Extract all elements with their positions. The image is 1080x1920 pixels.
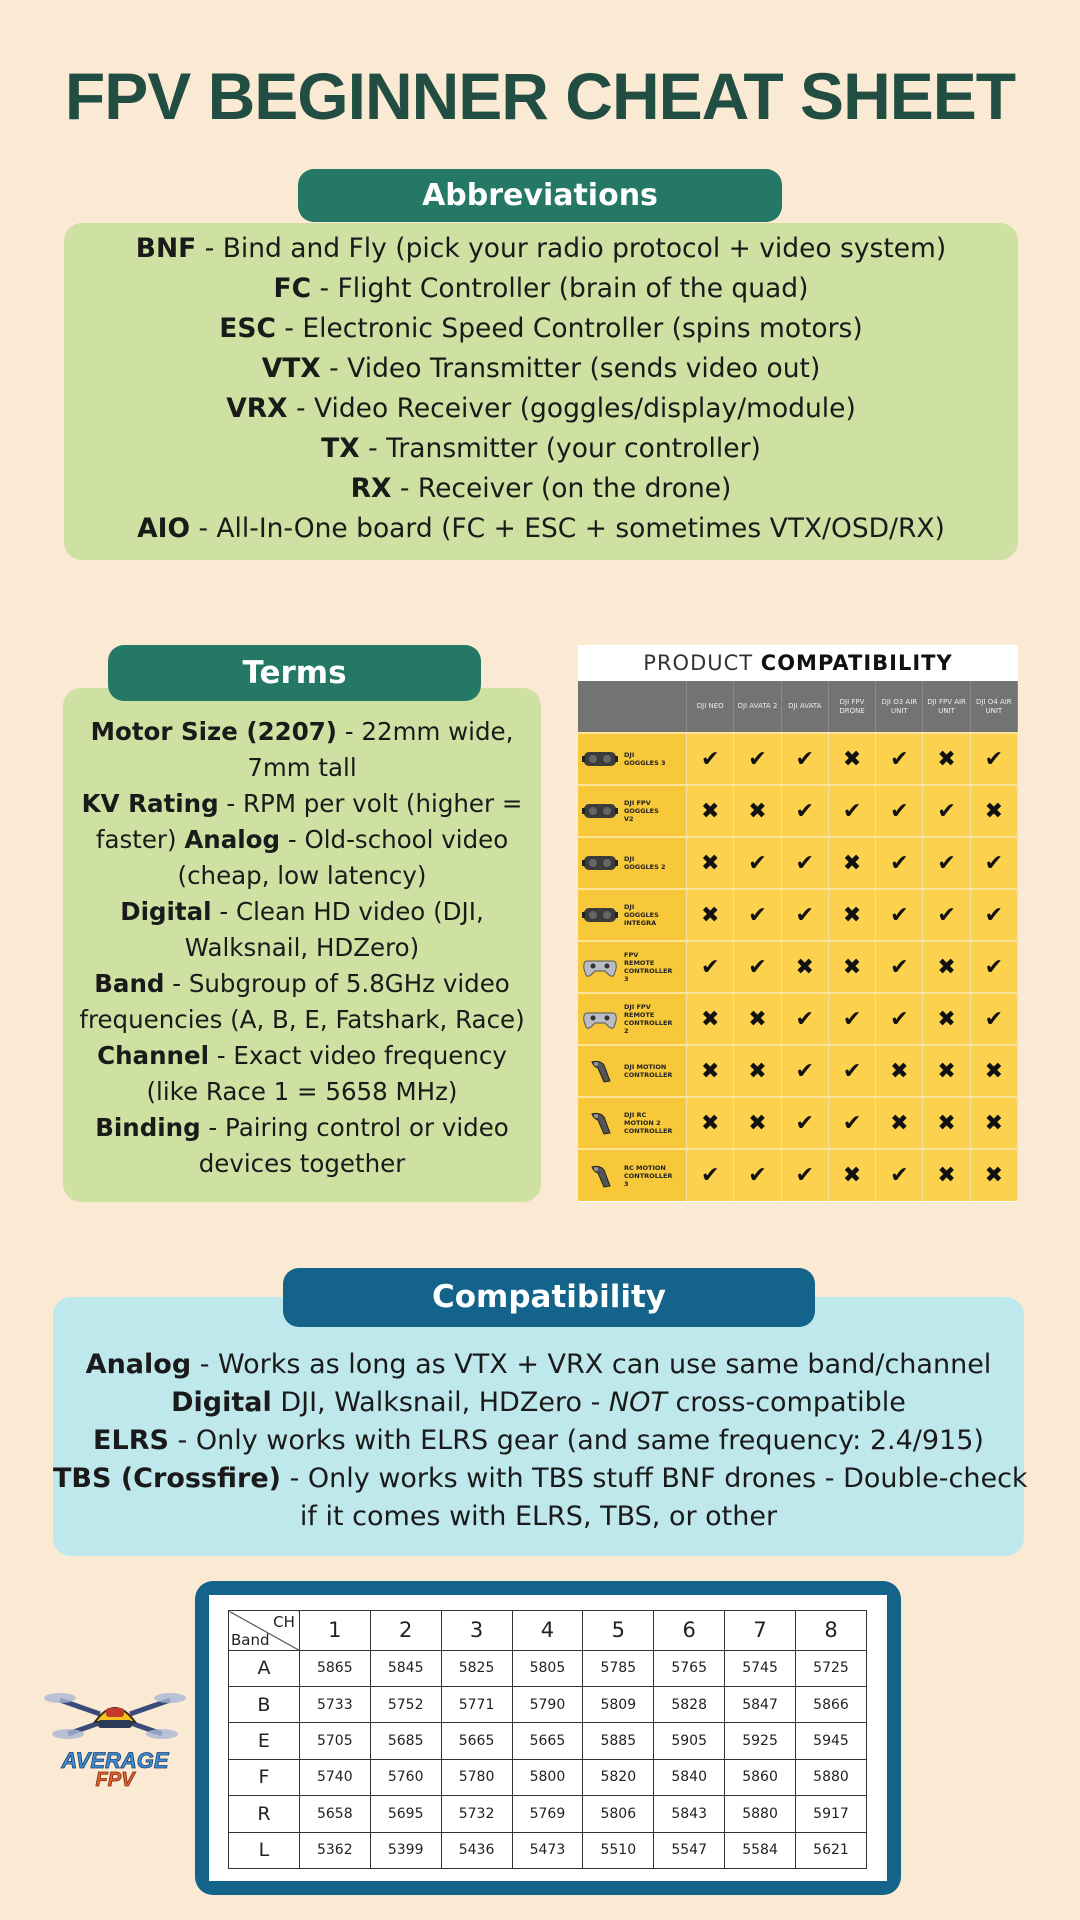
term-description: - Subgroup of 5.8GHz video frequencies (A, B, E, Fatshark, Race) bbox=[79, 969, 525, 1034]
abbreviations-heading: Abbreviations bbox=[298, 169, 782, 222]
compat-desc: if it comes with ELRS, TBS, or other bbox=[299, 1501, 778, 1532]
product-header-row bbox=[578, 681, 1018, 733]
term-label: TX bbox=[321, 433, 360, 464]
channel-header: 5 bbox=[583, 1611, 654, 1651]
abbreviation-line bbox=[64, 469, 1018, 509]
channel-header: 2 bbox=[370, 1611, 441, 1651]
check-icon: ✔ bbox=[828, 785, 875, 837]
compat-term: TBS (Crossfire) bbox=[53, 1463, 281, 1494]
frequency-value: 5510 bbox=[583, 1832, 654, 1868]
product-device-cell bbox=[578, 1149, 687, 1201]
check-icon: ✔ bbox=[876, 837, 923, 889]
frequency-value: 5780 bbox=[441, 1759, 512, 1795]
frequency-row bbox=[229, 1759, 867, 1795]
goggles-icon bbox=[582, 747, 618, 771]
term-line bbox=[69, 1038, 535, 1110]
device-name: DJI FPV GOGGLES V2 bbox=[624, 799, 659, 823]
cross-icon: ✖ bbox=[970, 1045, 1017, 1097]
term-description: - Old-school video (cheap, low latency) bbox=[177, 825, 509, 890]
frequency-value: 5825 bbox=[441, 1650, 512, 1686]
compat-term: Analog bbox=[85, 1349, 192, 1380]
compat-line-tbs-cont bbox=[53, 1498, 1024, 1536]
goggles-icon bbox=[582, 851, 618, 875]
frequency-value: 5866 bbox=[796, 1686, 867, 1722]
product-row bbox=[578, 1149, 1018, 1201]
motion-controller-icon bbox=[582, 1164, 618, 1188]
frequency-value: 5790 bbox=[512, 1686, 583, 1722]
channel-header: 1 bbox=[299, 1611, 370, 1651]
compat-desc: - Only works with TBS stuff BNF drones - Double-check bbox=[280, 1463, 1028, 1494]
device-name: DJI FPV REMOTE CONTROLLER 2 bbox=[624, 1003, 673, 1035]
cross-icon: ✖ bbox=[734, 1097, 781, 1149]
logo-text-average: AVERAGE bbox=[61, 1748, 169, 1773]
frequency-value: 5695 bbox=[370, 1796, 441, 1832]
compat-line-tbs bbox=[53, 1460, 1028, 1498]
device bbox=[582, 1111, 686, 1135]
check-icon: ✔ bbox=[828, 1045, 875, 1097]
band-label: A bbox=[229, 1650, 300, 1686]
check-icon: ✔ bbox=[781, 1045, 828, 1097]
band-label: L bbox=[229, 1832, 300, 1868]
frequency-value: 5705 bbox=[299, 1723, 370, 1759]
abbreviation-line bbox=[64, 429, 1018, 469]
term-label: Digital bbox=[120, 897, 212, 926]
product-row bbox=[578, 1097, 1018, 1149]
cross-icon: ✖ bbox=[923, 941, 970, 993]
check-icon: ✔ bbox=[828, 993, 875, 1045]
frequency-value: 5473 bbox=[512, 1832, 583, 1868]
cross-icon: ✖ bbox=[734, 993, 781, 1045]
term-line bbox=[69, 894, 535, 966]
product-column-header: DJI NEO bbox=[687, 681, 734, 733]
product-device-cell bbox=[578, 837, 687, 889]
product-column-header: DJI FPV AIR UNIT bbox=[923, 681, 970, 733]
product-column-header: DJI O4 AIR UNIT bbox=[970, 681, 1017, 733]
check-icon: ✔ bbox=[970, 889, 1017, 941]
compat-line-digital bbox=[53, 1384, 1024, 1422]
frequency-value: 5905 bbox=[654, 1723, 725, 1759]
product-row bbox=[578, 993, 1018, 1045]
check-icon: ✔ bbox=[687, 941, 734, 993]
check-icon: ✔ bbox=[970, 941, 1017, 993]
compat-desc: - Works as long as VTX + VRX can use same band/channel bbox=[191, 1349, 992, 1380]
band-channel-corner bbox=[229, 1611, 300, 1651]
corner-ch: CH bbox=[273, 1613, 295, 1631]
drone-icon bbox=[44, 1693, 186, 1739]
product-compatibility-chart bbox=[578, 645, 1018, 1202]
device-name: FPV REMOTE CONTROLLER 3 bbox=[624, 951, 673, 983]
product-column-header: DJI AVATA bbox=[781, 681, 828, 733]
check-icon: ✔ bbox=[781, 993, 828, 1045]
product-row bbox=[578, 889, 1018, 941]
compat-term: Digital bbox=[171, 1387, 272, 1418]
frequency-value: 5806 bbox=[583, 1796, 654, 1832]
cross-icon: ✖ bbox=[687, 837, 734, 889]
cross-icon: ✖ bbox=[687, 889, 734, 941]
term-label: RX bbox=[350, 473, 392, 504]
check-icon: ✔ bbox=[734, 837, 781, 889]
goggles-icon bbox=[582, 799, 618, 823]
frequency-value: 5362 bbox=[299, 1832, 370, 1868]
product-column-header: DJI FPV DRONE bbox=[828, 681, 875, 733]
device-name: DJI GOGGLES 2 bbox=[624, 855, 666, 871]
frequency-value: 5880 bbox=[725, 1796, 796, 1832]
cross-icon: ✖ bbox=[828, 1149, 875, 1201]
term-label: FC bbox=[273, 273, 312, 304]
check-icon: ✔ bbox=[876, 785, 923, 837]
cross-icon: ✖ bbox=[781, 941, 828, 993]
term-label: Analog bbox=[184, 825, 281, 854]
term-line bbox=[69, 786, 535, 894]
product-compatibility-table bbox=[578, 681, 1018, 1201]
compat-line-analog bbox=[53, 1346, 1024, 1384]
check-icon: ✔ bbox=[876, 993, 923, 1045]
cross-icon: ✖ bbox=[876, 1045, 923, 1097]
motion-controller-icon bbox=[582, 1059, 618, 1083]
frequency-value: 5828 bbox=[654, 1686, 725, 1722]
cross-icon: ✖ bbox=[923, 1045, 970, 1097]
check-icon: ✔ bbox=[734, 941, 781, 993]
cross-icon: ✖ bbox=[828, 941, 875, 993]
compat-line-elrs bbox=[53, 1422, 1024, 1460]
frequency-value: 5805 bbox=[512, 1650, 583, 1686]
term-description: - Video Transmitter (sends video out) bbox=[320, 353, 821, 384]
frequency-value: 5771 bbox=[441, 1686, 512, 1722]
device-name: RC MOTION CONTROLLER 3 bbox=[624, 1163, 673, 1188]
controller-icon bbox=[582, 955, 618, 979]
cross-icon: ✖ bbox=[828, 733, 875, 785]
frequency-value: 5765 bbox=[654, 1650, 725, 1686]
frequency-value: 5840 bbox=[654, 1759, 725, 1795]
frequency-value: 5658 bbox=[299, 1796, 370, 1832]
device bbox=[582, 1003, 686, 1035]
check-icon: ✔ bbox=[781, 837, 828, 889]
device bbox=[582, 799, 686, 823]
band-label: E bbox=[229, 1723, 300, 1759]
controller-icon bbox=[582, 1007, 618, 1031]
frequency-value: 5809 bbox=[583, 1686, 654, 1722]
logo-text-fpv: FPV bbox=[95, 1769, 135, 1791]
frequency-table bbox=[228, 1610, 867, 1869]
device bbox=[582, 951, 686, 983]
frequency-value: 5547 bbox=[654, 1832, 725, 1868]
term-description: - Flight Controller (brain of the quad) bbox=[311, 273, 809, 304]
cross-icon: ✖ bbox=[876, 1097, 923, 1149]
check-icon: ✔ bbox=[828, 1097, 875, 1149]
abbreviation-line bbox=[64, 349, 1018, 389]
band-label: F bbox=[229, 1759, 300, 1795]
cross-icon: ✖ bbox=[923, 993, 970, 1045]
cross-icon: ✖ bbox=[828, 889, 875, 941]
abbreviation-line bbox=[64, 389, 1018, 429]
check-icon: ✔ bbox=[970, 837, 1017, 889]
product-row bbox=[578, 733, 1018, 785]
product-device-cell bbox=[578, 733, 687, 785]
band-label: B bbox=[229, 1686, 300, 1722]
abbreviation-line bbox=[64, 269, 1018, 309]
term-description: - Electronic Speed Controller (spins motors) bbox=[275, 313, 863, 344]
frequency-value: 5800 bbox=[512, 1759, 583, 1795]
product-device-cell bbox=[578, 941, 687, 993]
term-label: AIO bbox=[137, 513, 191, 544]
term-label: ESC bbox=[219, 313, 276, 344]
term-line bbox=[69, 1110, 535, 1182]
device bbox=[582, 747, 686, 771]
term-description: - 22mm wide, 7mm tall bbox=[247, 717, 514, 782]
compat-desc: - Only works with ELRS gear (and same frequency: 2.4/915) bbox=[168, 1425, 984, 1456]
abbreviation-line bbox=[64, 309, 1018, 349]
abbreviation-line bbox=[64, 229, 1018, 269]
term-label: Motor Size (2207) bbox=[90, 717, 338, 746]
product-device-cell bbox=[578, 993, 687, 1045]
compatibility-box bbox=[53, 1297, 1028, 1556]
term-description: - Video Receiver (goggles/display/module) bbox=[287, 393, 856, 424]
check-icon: ✔ bbox=[781, 785, 828, 837]
channel-header: 3 bbox=[441, 1611, 512, 1651]
term-line bbox=[69, 966, 535, 1038]
frequency-value: 5740 bbox=[299, 1759, 370, 1795]
cross-icon: ✖ bbox=[687, 785, 734, 837]
check-icon: ✔ bbox=[734, 889, 781, 941]
frequency-value: 5752 bbox=[370, 1686, 441, 1722]
cross-icon: ✖ bbox=[734, 785, 781, 837]
device-name: DJI MOTION CONTROLLER bbox=[624, 1063, 673, 1079]
check-icon: ✔ bbox=[970, 733, 1017, 785]
frequency-chart bbox=[209, 1595, 887, 1881]
frequency-value: 5847 bbox=[725, 1686, 796, 1722]
channel-header: 6 bbox=[654, 1611, 725, 1651]
goggles-icon bbox=[582, 903, 618, 927]
frequency-value: 5725 bbox=[796, 1650, 867, 1686]
average-fpv-logo bbox=[40, 1672, 190, 1792]
frequency-value: 5917 bbox=[796, 1796, 867, 1832]
frequency-value: 5733 bbox=[299, 1686, 370, 1722]
term-description: - Receiver (on the drone) bbox=[391, 473, 732, 504]
term-description: - Bind and Fly (pick your radio protocol + video system) bbox=[196, 233, 947, 264]
frequency-row bbox=[229, 1650, 867, 1686]
frequency-value: 5665 bbox=[512, 1723, 583, 1759]
product-row bbox=[578, 837, 1018, 889]
channel-header: 8 bbox=[796, 1611, 867, 1651]
frequency-value: 5745 bbox=[725, 1650, 796, 1686]
compat-emphasis: NOT bbox=[608, 1387, 667, 1418]
device bbox=[582, 903, 686, 927]
term-description: - RPM per volt (higher = faster) bbox=[95, 789, 523, 854]
cross-icon: ✖ bbox=[734, 1045, 781, 1097]
check-icon: ✔ bbox=[734, 1149, 781, 1201]
product-row bbox=[578, 785, 1018, 837]
frequency-row bbox=[229, 1723, 867, 1759]
channel-header: 7 bbox=[725, 1611, 796, 1651]
check-icon: ✔ bbox=[970, 993, 1017, 1045]
product-row bbox=[578, 941, 1018, 993]
check-icon: ✔ bbox=[923, 785, 970, 837]
cross-icon: ✖ bbox=[923, 1149, 970, 1201]
frequency-value: 5584 bbox=[725, 1832, 796, 1868]
check-icon: ✔ bbox=[687, 733, 734, 785]
frequency-value: 5925 bbox=[725, 1723, 796, 1759]
frequency-row bbox=[229, 1832, 867, 1868]
device-name: DJI RC MOTION 2 CONTROLLER bbox=[624, 1111, 673, 1135]
cross-icon: ✖ bbox=[687, 993, 734, 1045]
frequency-value: 5621 bbox=[796, 1832, 867, 1868]
check-icon: ✔ bbox=[781, 733, 828, 785]
check-icon: ✔ bbox=[781, 889, 828, 941]
product-device-cell bbox=[578, 889, 687, 941]
compat-desc: cross-compatible bbox=[666, 1387, 906, 1418]
check-icon: ✔ bbox=[876, 941, 923, 993]
frequency-value: 5845 bbox=[370, 1650, 441, 1686]
compatibility-heading: Compatibility bbox=[283, 1268, 815, 1327]
frequency-value: 5880 bbox=[796, 1759, 867, 1795]
check-icon: ✔ bbox=[781, 1149, 828, 1201]
device-name: DJI GOGGLES 3 bbox=[624, 751, 666, 767]
check-icon: ✔ bbox=[923, 837, 970, 889]
frequency-value: 5865 bbox=[299, 1650, 370, 1686]
cross-icon: ✖ bbox=[687, 1097, 734, 1149]
device-name: DJI GOGGLES INTEGRA bbox=[624, 903, 659, 927]
frequency-value: 5769 bbox=[512, 1796, 583, 1832]
product-device-cell bbox=[578, 1097, 687, 1149]
term-line bbox=[69, 714, 535, 786]
term-label: Binding bbox=[95, 1113, 201, 1142]
frequency-value: 5820 bbox=[583, 1759, 654, 1795]
product-column-header: DJI O3 AIR UNIT bbox=[876, 681, 923, 733]
cross-icon: ✖ bbox=[687, 1045, 734, 1097]
frequency-row bbox=[229, 1796, 867, 1832]
device bbox=[582, 851, 686, 875]
check-icon: ✔ bbox=[876, 889, 923, 941]
product-compatibility-title bbox=[578, 645, 1018, 681]
terms-box bbox=[63, 688, 541, 1202]
channel-header: 4 bbox=[512, 1611, 583, 1651]
frequency-value: 5732 bbox=[441, 1796, 512, 1832]
compat-desc: DJI, Walksnail, HDZero - bbox=[271, 1387, 609, 1418]
term-description: - Clean HD video (DJI, Walksnail, HDZero) bbox=[184, 897, 484, 962]
abbreviation-line bbox=[64, 509, 1018, 549]
term-label: BNF bbox=[135, 233, 197, 264]
corner-band: Band bbox=[231, 1630, 270, 1649]
frequency-value: 5885 bbox=[583, 1723, 654, 1759]
frequency-value: 5843 bbox=[654, 1796, 725, 1832]
check-icon: ✔ bbox=[876, 1149, 923, 1201]
check-icon: ✔ bbox=[876, 733, 923, 785]
frequency-value: 5685 bbox=[370, 1723, 441, 1759]
title-bold: COMPATIBILITY bbox=[760, 651, 953, 675]
product-column-header: DJI AVATA 2 bbox=[734, 681, 781, 733]
cross-icon: ✖ bbox=[970, 1097, 1017, 1149]
frequency-value: 5860 bbox=[725, 1759, 796, 1795]
abbreviations-box bbox=[64, 223, 1018, 560]
frequency-value: 5785 bbox=[583, 1650, 654, 1686]
motion-controller-icon bbox=[582, 1111, 618, 1135]
check-icon: ✔ bbox=[923, 889, 970, 941]
cross-icon: ✖ bbox=[970, 1149, 1017, 1201]
device bbox=[582, 1164, 686, 1188]
term-description: - Pairing control or video devices together bbox=[198, 1113, 509, 1178]
term-label: Band bbox=[94, 969, 165, 998]
frequency-value: 5436 bbox=[441, 1832, 512, 1868]
frequency-header-row bbox=[229, 1611, 867, 1651]
compat-term: ELRS bbox=[93, 1425, 169, 1456]
product-device-cell bbox=[578, 785, 687, 837]
check-icon: ✔ bbox=[734, 733, 781, 785]
product-device-cell bbox=[578, 1045, 687, 1097]
frequency-value: 5399 bbox=[370, 1832, 441, 1868]
term-description: - Transmitter (your controller) bbox=[359, 433, 761, 464]
product-row bbox=[578, 1045, 1018, 1097]
frequency-row bbox=[229, 1686, 867, 1722]
cross-icon: ✖ bbox=[923, 733, 970, 785]
cross-icon: ✖ bbox=[923, 1097, 970, 1149]
frequency-value: 5945 bbox=[796, 1723, 867, 1759]
frequency-value: 5760 bbox=[370, 1759, 441, 1795]
term-label: VTX bbox=[261, 353, 321, 384]
check-icon: ✔ bbox=[781, 1097, 828, 1149]
title-light: PRODUCT bbox=[643, 651, 761, 675]
term-label: Channel bbox=[97, 1041, 209, 1070]
product-header-blank bbox=[578, 681, 687, 733]
term-label: KV Rating bbox=[81, 789, 219, 818]
term-label: VRX bbox=[226, 393, 288, 424]
terms-heading: Terms bbox=[108, 645, 481, 701]
cross-icon: ✖ bbox=[828, 837, 875, 889]
band-label: R bbox=[229, 1796, 300, 1832]
term-description: - Exact video frequency (like Race 1 = 5658 MHz) bbox=[146, 1041, 507, 1106]
device bbox=[582, 1059, 686, 1083]
frequency-chart-frame bbox=[195, 1581, 901, 1895]
check-icon: ✔ bbox=[687, 1149, 734, 1201]
frequency-value: 5665 bbox=[441, 1723, 512, 1759]
cross-icon: ✖ bbox=[970, 785, 1017, 837]
page-title: FPV BEGINNER CHEAT SHEET bbox=[64, 59, 1016, 133]
term-description: - All-In-One board (FC + ESC + sometimes VTX/OSD/RX) bbox=[190, 513, 945, 544]
